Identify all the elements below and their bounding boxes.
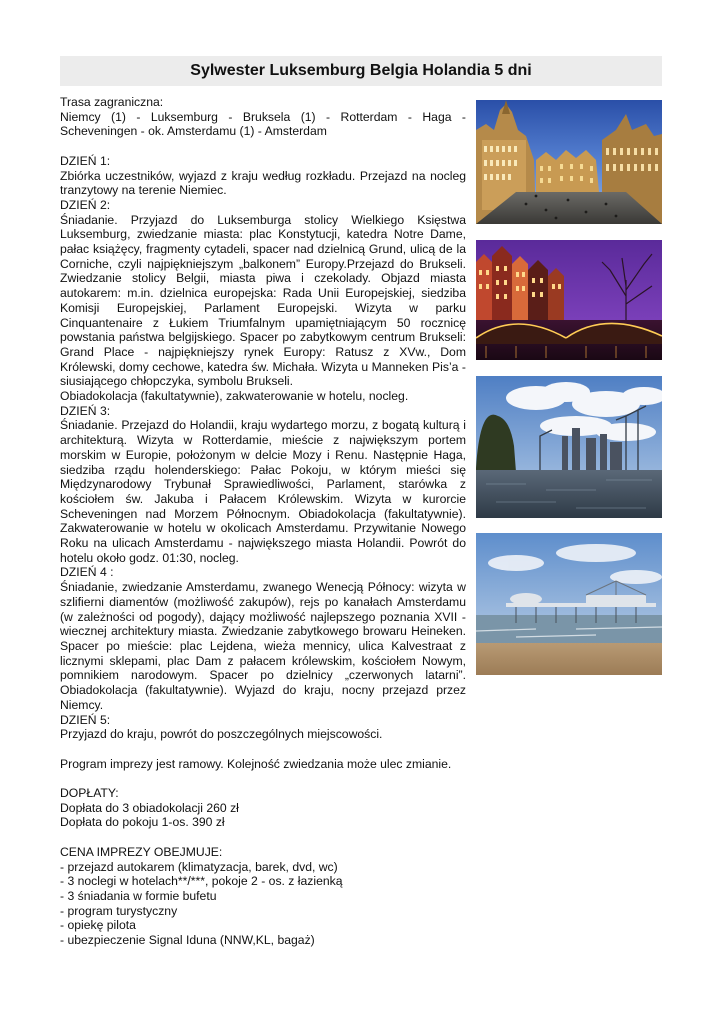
spacer — [60, 742, 466, 757]
day4-text: Śniadanie, zwiedzanie Amsterdamu, zwanego Wenecją Północy: wizyta w szlifierni diamentów (możliwość zakupów), rejs po kanałach Amsterdamu (w zależności od pogody), dający możliwość najlepszego poznania XVII - wiecznej architektury miasta. Zwiedzanie zabytkowego browaru Heineken. Spacer po mieście: plac Lejdena, wieża mennicy, ulica Kalvestraat z licznymi sklepami, plac Dam z pałacem królewskim, kościołem Nowym, pomnikiem narodowym. Spacer po dzielnicy „czerwonych latarni”. Obiadokolacja (fakultatywnie). Wyjazd do kraju, nocny przejazd przez Niemcy. — [60, 580, 466, 712]
cena-heading: CENA IMPREZY OBEJMUJE: — [60, 844, 223, 859]
program-note: Program imprezy jest ramowy. Kolejność zwiedzania może ulec zmianie. — [60, 756, 452, 771]
spacer — [60, 830, 466, 845]
day3-heading: DZIEŃ 3: — [60, 403, 111, 418]
day2-text: Śniadanie. Przyjazd do Luksemburga stolicy Wielkiego Księstwa Luksemburg, zwiedzanie miasta: plac Konstytucji, katedra Notre Dame, pałac książęcy, fragmenty cytadeli, spacer nad dzielnicą Grund, ulicą de la Corniche, czyli najpiękniejszym „balkonem” Europy.Przejazd do Brukseli. Zwiedzanie stolicy Belgii, miasta piwa i czekolady. Objazd miasta autokarem: m.in. dzielnica europejska: Rada Unii Europejskiej, siedziba Komisji Europejskiej, Parlament Europejski. Wizyta w parku Cinquantenaire z Łukiem Triumfalnym upamiętniającym 50 rocznicę powstania państwa belgijskiego. Spacer po zabytkowym centrum Brukseli: Grand Place - najpiękniejszy rynek Europy: Ratusz z XVw., Dom Królewski, domy cechowe, katedra św. Michała. Wizyta u Manneken Pis’a - siusiającego chłopczyka, symbolu Brukseli. — [60, 212, 466, 389]
cena-item: - przejazd autokarem (klimatyzacja, barek, dvd, wc) — [60, 859, 338, 874]
cena-item: - opiekę pilota — [60, 918, 136, 933]
day4-heading: DZIEŃ 4 : — [60, 565, 114, 580]
day1-heading: DZIEŃ 1: — [60, 153, 111, 168]
spacer — [60, 771, 466, 786]
spacer — [60, 139, 466, 154]
itinerary-text — [60, 95, 466, 948]
doplaty-item: Dopłata do 3 obiadokolacji 260 zł — [60, 800, 239, 815]
day2-heading: DZIEŃ 2: — [60, 197, 111, 212]
amsterdam-canal-photo — [476, 240, 662, 360]
cena-item: - program turystyczny — [60, 903, 178, 918]
doplaty-heading: DOPŁATY: — [60, 786, 119, 800]
rotterdam-harbour-photo — [476, 376, 662, 518]
cena-item: - 3 śniadania w formie bufetu — [60, 888, 217, 903]
cena-item: - 3 noclegi w hotelach**/***, pokoje 2 - os. z łazienką — [60, 874, 343, 889]
day5-text: Przyjazd do kraju, powrót do poszczególnych miejscowości. — [60, 727, 383, 742]
day2-extra: Obiadokolacja (fakultatywnie), zakwaterowanie w hotelu, nocleg. — [60, 389, 409, 404]
route-text: Niemcy (1) - Luksemburg - Bruksela (1) - Rotterdam - Haga - Scheveningen - ok. Amsterdamu (1) - Amsterdam — [60, 109, 466, 139]
route-heading: Trasa zagraniczna: — [60, 95, 164, 109]
cena-item: - ubezpieczenie Signal Iduna (NNW,KL, bagaż) — [60, 933, 315, 948]
day5-heading: DZIEŃ 5: — [60, 712, 111, 727]
page-title: Sylwester Luksemburg Belgia Holandia 5 dni — [190, 62, 532, 79]
title-bar — [60, 56, 662, 86]
day3-text: Śniadanie. Przejazd do Holandii, kraju wydartego morzu, z bogatą kulturą i architekturą. Wizyta w Rotterdamie, mieście z największym portem morskim w Europie, położonym w delcie Mozy i Renu. Następnie Haga, siedziba rządu holenderskiego: Pałac Pokoju, w którym mieści się Międzynarodowy Trybunał Sprawiedliwości, Parlament, starówka z kościołem św. Jakuba i Pałacem Królewskim. Wizyta w kurorcie Scheveningen nad Morzem Północnym. Obiadokolacja (fakultatywnie). Zakwaterowanie w hotelu w okolicach Amsterdamu. Przywitanie Nowego Roku na ulicach Amsterdamu - największego miasta Holandii. Powrót do hotelu około godz. 01:30, nocleg. — [60, 418, 466, 565]
scheveningen-pier-photo — [476, 533, 662, 675]
grand-place-photo — [476, 100, 662, 224]
doplaty-item: Dopłata do pokoju 1-os. 390 zł — [60, 815, 225, 830]
day1-text: Zbiórka uczestników, wyjazd z kraju według rozkładu. Przejazd na nocleg tranzytowy na terenie Niemiec. — [60, 168, 466, 198]
